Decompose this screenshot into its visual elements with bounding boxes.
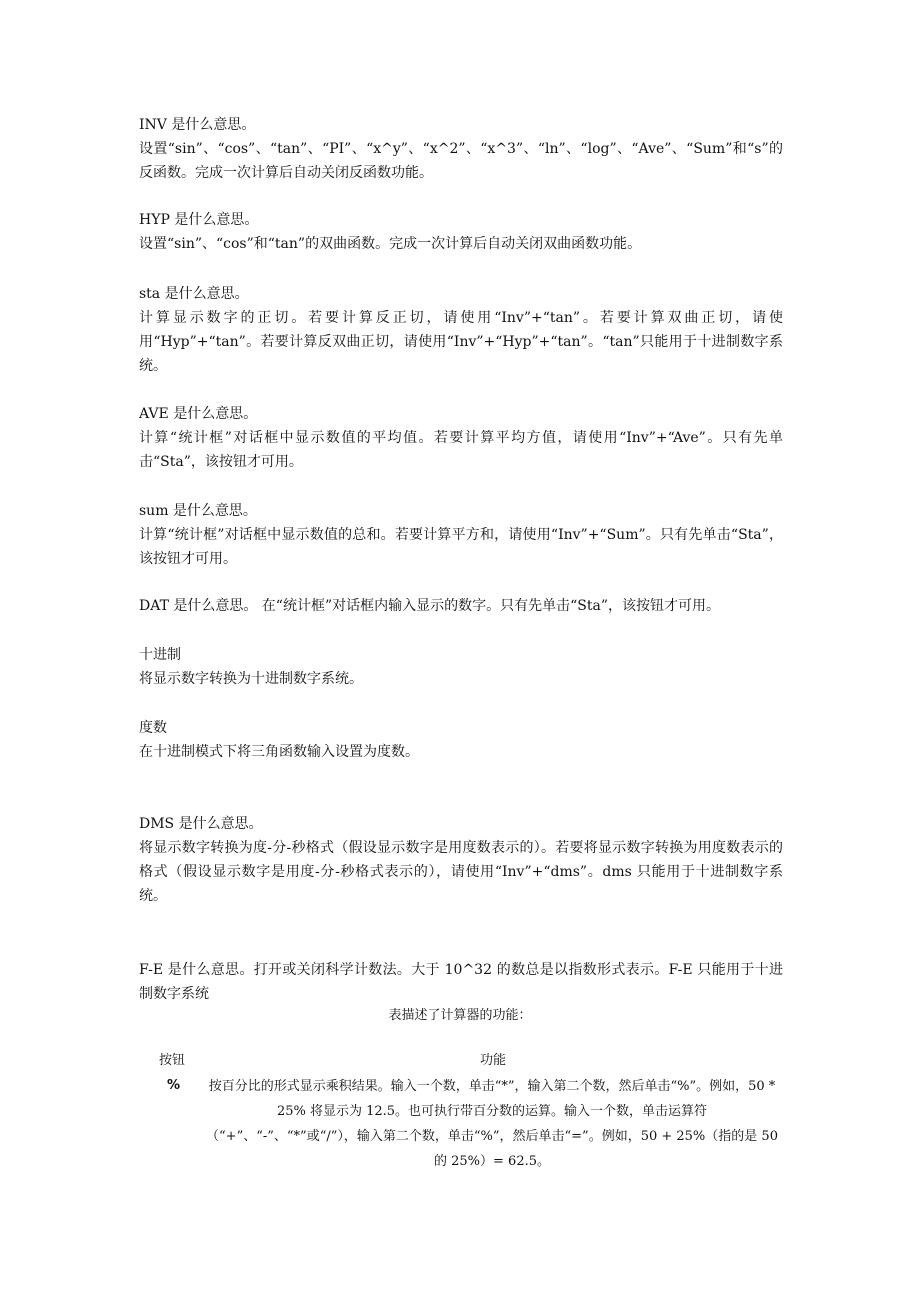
section-body: DAT 是什么意思。 在“统计框”对话框内输入显示的数字。只有先单击“Sta”，该按钮才可用。 (139, 598, 720, 614)
section-fe (139, 958, 783, 1006)
section-inv (139, 113, 783, 185)
section-dms (139, 812, 783, 908)
section-heading: 十进制 (139, 647, 181, 663)
section-body: 设置“sin”、“cos”、“tan”、“PI”、“x^y”、“x^2”、“x^3”、“ln”、“log”、“Ave”、“Sum”和“s”的反函数。完成一次计算后自动关闭反函数功能。 (139, 141, 783, 181)
section-ave (139, 402, 783, 474)
section-body: F-E 是什么意思。打开或关闭科学计数法。大于 10^32 的数总是以指数形式表示。F-E 只能用于十进制数字系统 (139, 962, 783, 1002)
section-sum (139, 499, 783, 571)
section-body: 在十进制模式下将三角函数输入设置为度数。 (139, 744, 419, 760)
section-body: 计算显示数字的正切。若要计算反正切，请使用“Inv”+“tan”。若要计算双曲正切，请使用“Hyp”+“tan”。若要计算反双曲正切，请使用“Inv”+“Hyp”+“tan”。“tan”只能用于十进制数字系统。 (139, 310, 783, 374)
section-sta (139, 282, 783, 378)
table-header-button: 按钮 (159, 1053, 186, 1068)
section-heading: sta 是什么意思。 (139, 286, 249, 302)
section-decimal (139, 643, 783, 691)
section-heading: HYP 是什么意思。 (139, 212, 259, 228)
table-row-desc: 按百分比的形式显示乘积结果。输入一个数，单击“*”，输入第二个数，然后单击“%”。例如，50 * 25% 将显示为 12.5。也可执行带百分数的运算。输入一个数，单击运算符（“+”、“-”、“*”或“/”），输入第二个数，单击“%”，然后单击“=”。例如，50 + 25%（指的是 50 的 25%）= 62.5。 (206, 1079, 778, 1169)
section-body: 将显示数字转换为十进制数字系统。 (139, 671, 363, 687)
section-hyp (139, 208, 783, 256)
section-heading: sum 是什么意思。 (139, 503, 257, 519)
section-heading: 度数 (139, 720, 167, 736)
table-row-key: % (167, 1078, 181, 1093)
section-heading: AVE 是什么意思。 (139, 406, 258, 422)
table-header-function: 功能 (480, 1053, 507, 1068)
section-dat (139, 594, 783, 618)
section-body: 计算“统计框”对话框中显示数值的平均值。若要计算平均方值，请使用“Inv”+“Ave”。只有先单击“Sta”，该按钮才可用。 (139, 430, 783, 470)
section-heading: DMS 是什么意思。 (139, 816, 263, 832)
section-body: 计算“统计框”对话框中显示数值的总和。若要计算平方和，请使用“Inv”+“Sum”。只有先单击“Sta”，该按钮才可用。 (139, 527, 783, 567)
section-degrees (139, 716, 783, 764)
section-body: 设置“sin”、“cos”和“tan”的双曲函数。完成一次计算后自动关闭双曲函数功能。 (139, 236, 642, 252)
table-caption: 表描述了计算器的功能： (388, 1008, 532, 1023)
section-heading: INV 是什么意思。 (139, 117, 256, 133)
section-body: 将显示数字转换为度-分-秒格式（假设显示数字是用度数表示的）。若要将显示数字转换为用度数表示的格式（假设显示数字是用度-分-秒格式表示的），请使用“Inv”+“dms”。dms 只能用于十进制数字系统。 (139, 840, 783, 904)
